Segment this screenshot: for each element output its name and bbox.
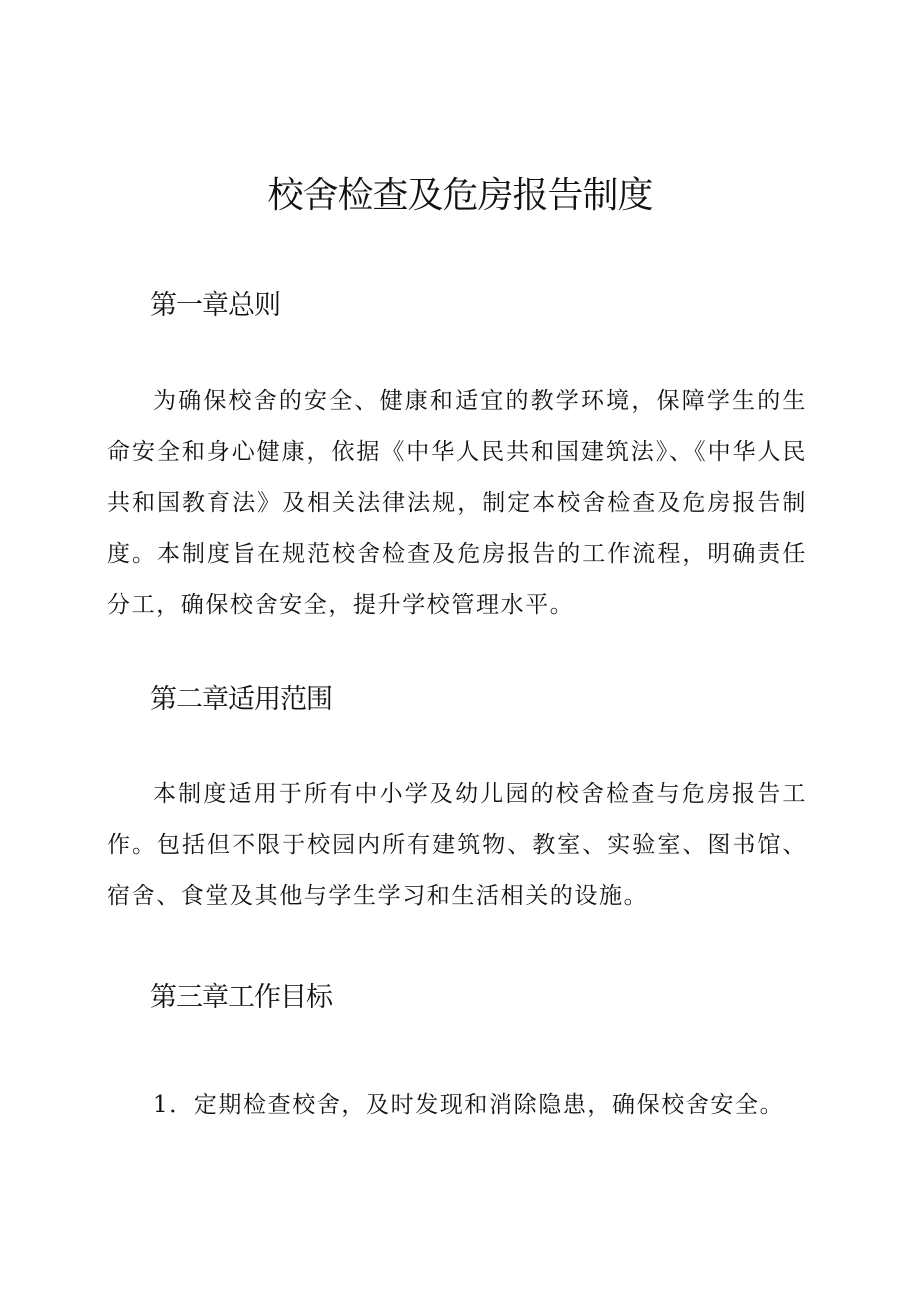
paragraph-scope: 本制度适用于所有中小学及幼儿园的校舍检查与危房报告工作。包括但不限于校园内所有建筑物、教室、实验室、图书馆、宿舍、食堂及其他与学生学习和生活相关的设施。 xyxy=(107,781,807,909)
goal-item: 1．定期检查校舍，及时发现和消除隐患，确保校舍安全。 xyxy=(153,1092,785,1118)
chapter-heading-goals: 第三章工作目标 xyxy=(150,982,332,1013)
document-title: 校舍检查及危房报告制度 xyxy=(267,175,653,216)
chapter-heading-scope: 第二章适用范围 xyxy=(150,684,332,715)
chapter-heading-general: 第一章总则 xyxy=(150,290,280,321)
paragraph-general: 为确保校舍的安全、健康和适宜的教学环境，保障学生的生命安全和身心健康，依据《中华人民共和国建筑法》、《中华人民共和国教育法》及相关法律法规，制定本校舍检查及危房报告制度。本制度旨在规范校舍检查及危房报告的工作流程，明确责任分工，确保校舍安全，提升学校管理水平。 xyxy=(107,388,807,618)
